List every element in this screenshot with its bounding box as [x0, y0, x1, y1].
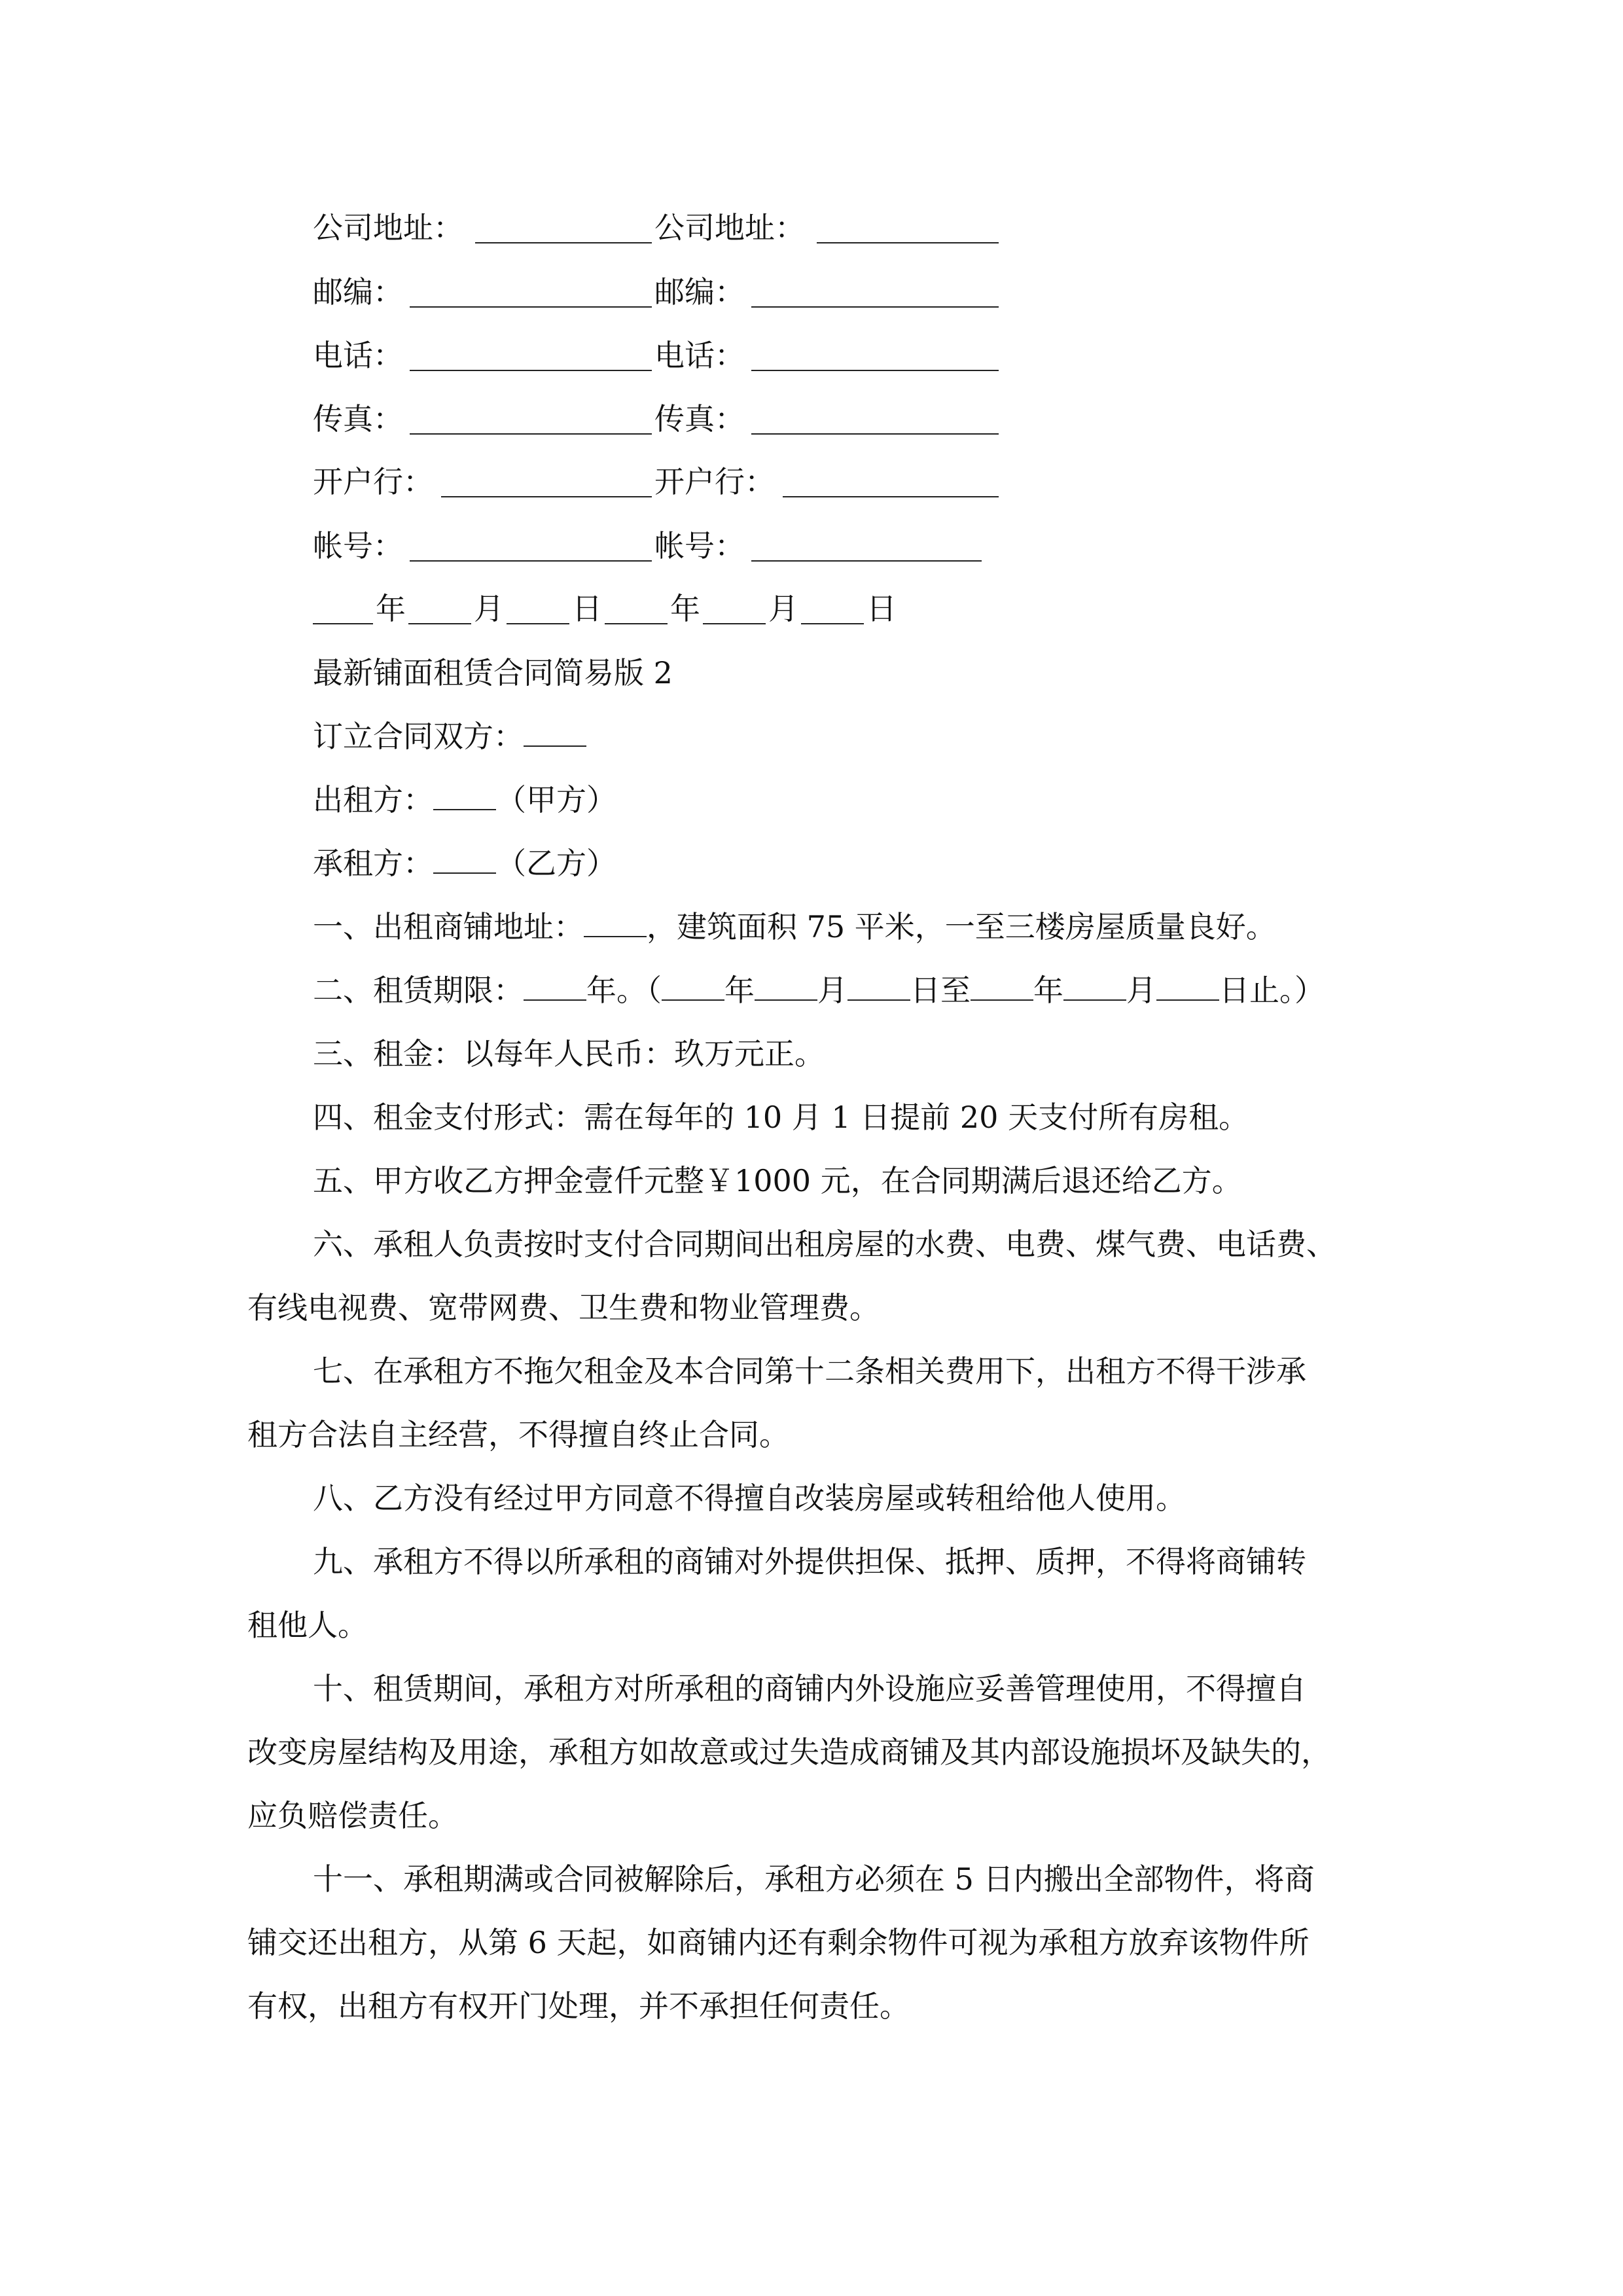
clause-1	[313, 907, 1276, 946]
field-label: 邮编：	[313, 274, 403, 310]
clause-2-month-2: 月	[1126, 973, 1156, 1008]
blank-line	[751, 370, 999, 371]
clause-11-line-2: 铺交还出租方，从第 6 天起，如商铺内还有剩余物件可视为承租方放弃该物件所	[247, 1925, 1310, 1960]
clause-9-line-2: 租他人。	[247, 1607, 368, 1643]
clause-11-line-1: 十一、承租期满或合同被解除后，承租方必须在 5 日内搬出全部物件，将商	[313, 1861, 1315, 1897]
date-day: 日	[866, 591, 897, 626]
blank-line	[1156, 971, 1219, 1001]
clause-11-line-3: 有权，出租方有权开门处理，并不承担任何责任。	[247, 1988, 910, 2024]
field-label: 公司地址：	[313, 210, 463, 245]
clause-7-line-1: 七、在承租方不拖欠租金及本合同第十二条相关费用下，出租方不得干涉承	[313, 1354, 1306, 1389]
blank-line	[433, 780, 496, 810]
clause-2-year-2: 年	[1033, 973, 1063, 1008]
blank-line	[313, 623, 373, 624]
field-label: 电话：	[654, 338, 745, 373]
blank-line	[524, 717, 586, 747]
date-month: 月	[768, 591, 798, 626]
blank-line	[410, 433, 652, 435]
blank-line	[751, 560, 982, 562]
blank-line	[755, 971, 817, 1001]
clause-10-line-2: 改变房屋结构及用途，承租方如故意或过失造成商铺及其内部设施损坏及缺失的，	[247, 1734, 1331, 1770]
clause-6-line-1: 六、承租人负责按时支付合同期间出租房屋的水费、电费、煤气费、电话费、	[313, 1227, 1336, 1262]
parties-intro	[313, 717, 586, 756]
blank-line	[751, 306, 999, 308]
clause-2-text-b: 年。（	[586, 973, 662, 1008]
field-label: 帐号：	[313, 528, 403, 564]
blank-line	[801, 623, 864, 624]
parties-intro-label: 订立合同双方：	[313, 719, 524, 754]
lessee-label: 承租方：	[313, 846, 433, 881]
clause-1-text-a: 一、出租商铺地址：	[313, 909, 584, 944]
clause-1-text-b: ，建筑面积 75 平米，一至三楼房屋质量良好。	[647, 909, 1276, 944]
blank-line	[507, 623, 569, 624]
clause-2-text-a: 二、租赁期限：	[313, 973, 524, 1008]
field-label: 帐号：	[654, 528, 745, 564]
clause-10-line-1: 十、租赁期间，承租方对所承租的商铺内外设施应妥善管理使用，不得擅自	[313, 1671, 1306, 1706]
clause-6-line-2: 有线电视费、宽带网费、卫生费和物业管理费。	[247, 1290, 880, 1325]
blank-line	[475, 242, 652, 243]
blank-line	[410, 306, 652, 308]
blank-line	[410, 370, 652, 371]
clause-2-month: 月	[817, 973, 847, 1008]
blank-line	[433, 844, 496, 874]
clause-2-day-to: 日至	[910, 973, 971, 1008]
blank-line	[441, 496, 652, 497]
blank-line	[1063, 971, 1126, 1001]
field-label: 开户行：	[313, 464, 433, 499]
clause-8: 八、乙方没有经过甲方同意不得擅自改装房屋或转租给他人使用。	[313, 1480, 1186, 1516]
field-label: 开户行：	[654, 464, 775, 499]
clause-4: 四、租金支付形式：需在每年的 10 月 1 日提前 20 天支付所有房租。	[313, 1100, 1249, 1135]
blank-line	[971, 971, 1033, 1001]
lessee-role: （乙方）	[496, 846, 616, 881]
field-label: 公司地址：	[654, 210, 805, 245]
clause-3: 三、租金：以每年人民币：玖万元正。	[313, 1036, 825, 1071]
blank-line	[751, 433, 999, 435]
clause-2-year: 年	[724, 973, 755, 1008]
date-day: 日	[572, 591, 602, 626]
clause-10-line-3: 应负赔偿责任。	[247, 1798, 458, 1833]
blank-line	[817, 242, 999, 243]
date-month: 月	[474, 591, 504, 626]
blank-line	[408, 623, 471, 624]
blank-line	[410, 560, 652, 562]
field-label: 传真：	[654, 401, 745, 437]
date-year: 年	[376, 591, 406, 626]
blank-line	[584, 907, 647, 937]
blank-line	[524, 971, 586, 1001]
date-year: 年	[670, 591, 700, 626]
lessor-role: （甲方）	[496, 782, 616, 817]
field-label: 邮编：	[654, 274, 745, 310]
blank-line	[605, 623, 668, 624]
blank-line	[847, 971, 910, 1001]
clause-5: 五、甲方收乙方押金壹仟元整￥1000 元，在合同期满后退还给乙方。	[313, 1163, 1242, 1198]
lessor-label: 出租方：	[313, 782, 433, 817]
field-label: 传真：	[313, 401, 403, 437]
clause-7-line-2: 租方合法自主经营，不得擅自终止合同。	[247, 1417, 789, 1452]
blank-line	[783, 496, 999, 497]
clause-2-end: 日止。）	[1219, 973, 1325, 1008]
clause-2	[313, 971, 1325, 1010]
blank-line	[703, 623, 766, 624]
section-title: 最新铺面租赁合同简易版 2	[313, 655, 673, 691]
clause-9-line-1: 九、承租方不得以所承租的商铺对外提供担保、抵押、质押，不得将商铺转	[313, 1544, 1306, 1579]
lessor-line	[313, 780, 616, 819]
field-label: 电话：	[313, 338, 403, 373]
blank-line	[662, 971, 724, 1001]
lessee-line	[313, 844, 616, 883]
